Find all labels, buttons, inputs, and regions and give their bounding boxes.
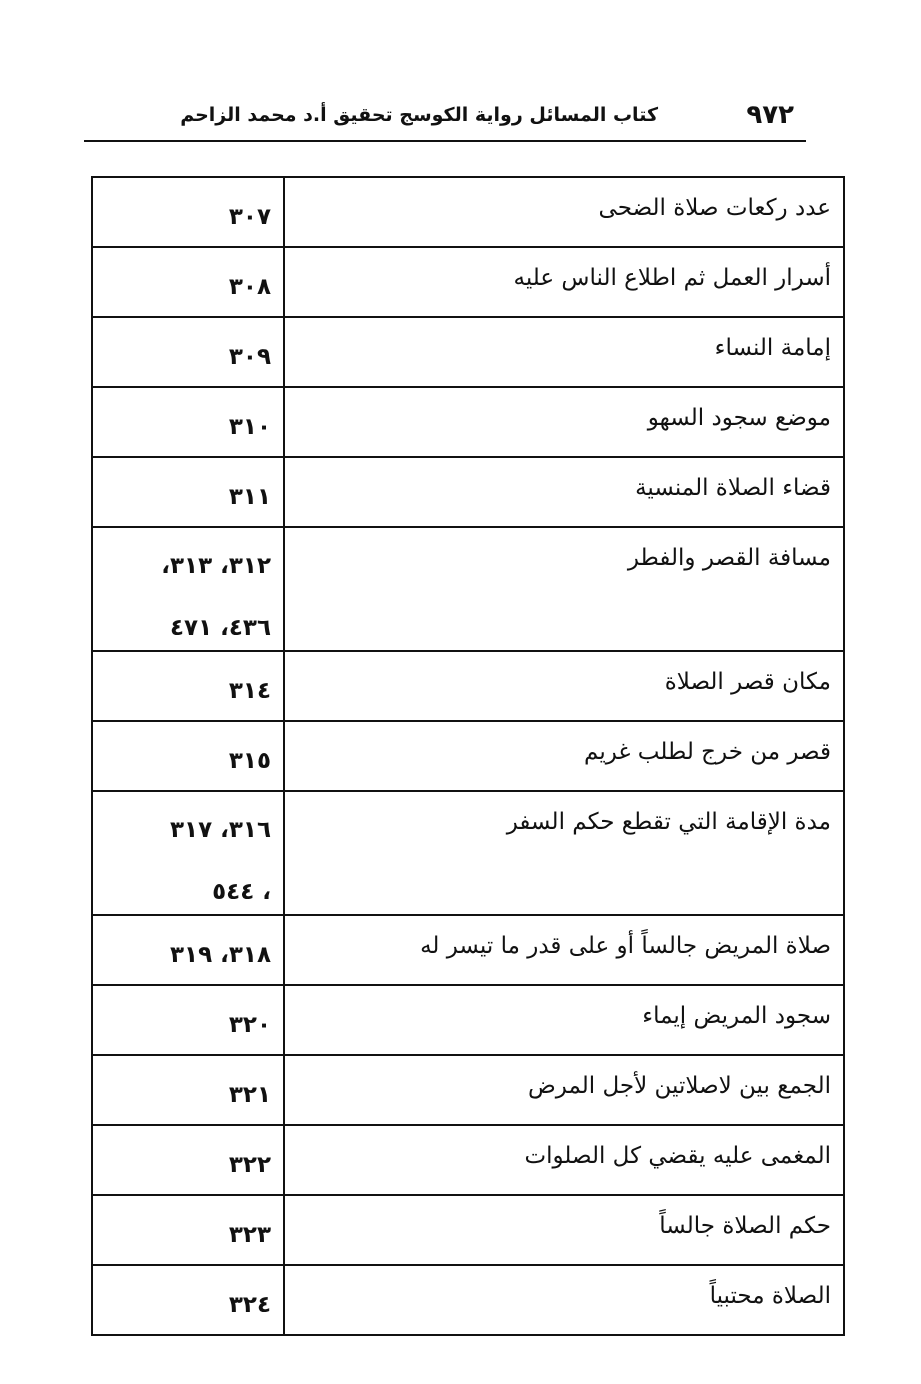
pages-line: ٤٣٦، ٤٧١ xyxy=(170,615,271,641)
pages-cell: ٣٢٤ xyxy=(92,1265,284,1335)
topic-cell: الجمع بين لاصلاتين لأجل المرض xyxy=(284,1055,844,1125)
pages-cell: ٣١١ xyxy=(92,457,284,527)
topic-cell: مكان قصر الصلاة xyxy=(284,651,844,721)
table-row xyxy=(92,1125,844,1195)
pages-cell xyxy=(92,791,284,915)
pages-cell xyxy=(92,527,284,651)
pages-cell: ٣١٤ xyxy=(92,651,284,721)
table-row xyxy=(92,721,844,791)
table-row xyxy=(92,527,844,651)
table-row xyxy=(92,791,844,915)
pages-cell: ٣١٠ xyxy=(92,387,284,457)
pages-cell: ٣٢٢ xyxy=(92,1125,284,1195)
topic-cell: عدد ركعات صلاة الضحى xyxy=(284,177,844,247)
pages-cell: ٣٠٧ xyxy=(92,177,284,247)
pages-line: ٣١٦، ٣١٧ xyxy=(170,817,271,843)
table-row xyxy=(92,1265,844,1335)
topic-cell: صلاة المريض جالساً أو على قدر ما تيسر له xyxy=(284,915,844,985)
table-row xyxy=(92,457,844,527)
table-row xyxy=(92,317,844,387)
table-row xyxy=(92,387,844,457)
table-row xyxy=(92,651,844,721)
pages-cell: ٣٢٠ xyxy=(92,985,284,1055)
table-row xyxy=(92,915,844,985)
pages-cell: ٣١٥ xyxy=(92,721,284,791)
pages-cell: ٣٠٩ xyxy=(92,317,284,387)
table-row xyxy=(92,1055,844,1125)
topic-cell: إمامة النساء xyxy=(284,317,844,387)
topic-cell: مسافة القصر والفطر xyxy=(284,527,844,651)
pages-cell: ٣١٨، ٣١٩ xyxy=(92,915,284,985)
pages-cell: ٣٢١ xyxy=(92,1055,284,1125)
topic-cell: المغمى عليه يقضي كل الصلوات xyxy=(284,1125,844,1195)
pages-cell: ٣٢٣ xyxy=(92,1195,284,1265)
table-row xyxy=(92,1195,844,1265)
table-row xyxy=(92,177,844,247)
topic-cell: مدة الإقامة التي تقطع حكم السفر xyxy=(284,791,844,915)
page-number: ٩٧٢ xyxy=(746,100,794,130)
topic-cell: موضع سجود السهو xyxy=(284,387,844,457)
table-row xyxy=(92,247,844,317)
topic-cell: قصر من خرج لطلب غريم xyxy=(284,721,844,791)
page-header xyxy=(84,96,806,142)
topic-cell: حكم الصلاة جالساً xyxy=(284,1195,844,1265)
pages-line: ، ٥٤٤ xyxy=(212,879,271,905)
pages-line: ٣١٢، ٣١٣، xyxy=(161,553,271,579)
topic-cell: قضاء الصلاة المنسية xyxy=(284,457,844,527)
table-row xyxy=(92,985,844,1055)
book-title: كتاب المسائل رواية الكوسج تحقيق أ.د محمد الزاحم xyxy=(180,104,658,126)
index-table xyxy=(91,176,845,1336)
pages-cell: ٣٠٨ xyxy=(92,247,284,317)
topic-cell: الصلاة محتبياً xyxy=(284,1265,844,1335)
topic-cell: أسرار العمل ثم اطلاع الناس عليه xyxy=(284,247,844,317)
topic-cell: سجود المريض إيماء xyxy=(284,985,844,1055)
